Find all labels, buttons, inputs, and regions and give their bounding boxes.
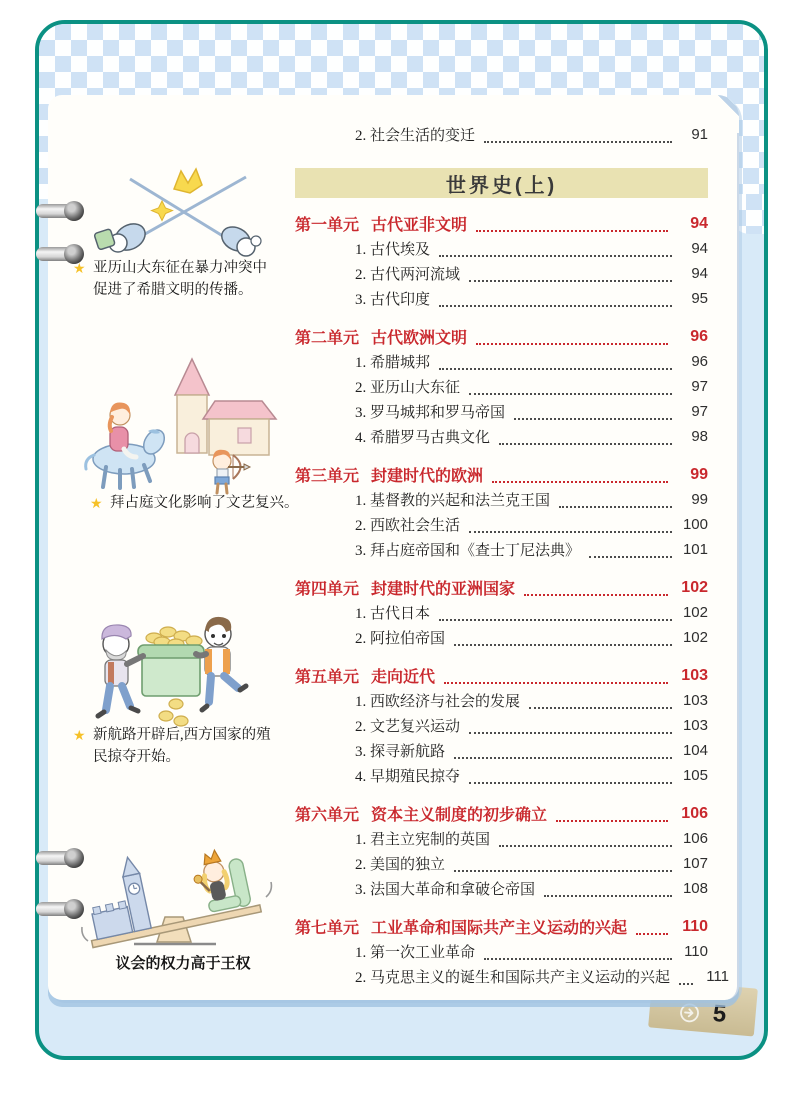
toc-item-row [295,851,708,876]
margin-note-3 [73,725,291,769]
toc-item-row [295,600,708,625]
margin-note-text: 亚历山大东征在暴力冲突中促进了希腊文明的传播。 [93,260,267,298]
toc-item-row [295,939,708,964]
toc-item-label: 3. 探寻新航路 [355,744,446,760]
dotted-leader [454,630,672,646]
toc-item-page: 107 [682,855,708,872]
toc-item-label: 1. 第一次工业革命 [355,945,476,961]
toc-item-row [295,688,708,713]
toc-item-row [295,537,708,562]
star-bullet-icon: ★ [73,729,86,744]
toc-item-label: 2. 古代两河流域 [355,267,461,283]
dotted-leader [439,605,672,621]
toc-item-label: 4. 希腊罗马古典文化 [355,430,491,446]
binder-ring [36,244,84,264]
toc-item-row [295,236,708,261]
toc-item-label: 1. 西欧经济与社会的发展 [355,694,521,710]
toc-unit-title: 古代亚非文明 [371,217,468,234]
toc-item-page: 94 [691,265,708,282]
dotted-leader [679,969,693,985]
toc-item-row [295,374,708,399]
toc-item-label: 3. 拜占庭帝国和《查士丁尼法典》 [355,543,581,559]
toc-item-row [295,424,708,449]
toc-item-row [295,122,708,147]
toc-item-label: 2. 亚历山大东征 [355,380,461,396]
margin-note-text: 拜占庭文化影响了文艺复兴。 [110,495,299,511]
margin-note-text: 新航路开辟后,西方国家的殖民掠夺开始。 [93,727,271,765]
toc-item-page: 104 [682,742,708,759]
toc-unit-row [295,914,708,939]
toc-item-row [295,625,708,650]
toc-unit-title: 古代欧洲文明 [371,330,468,347]
section-banner-title: 世界史(上) [445,174,558,197]
dotted-leader [439,291,672,307]
toc-item-page: 110 [684,943,708,960]
toc-item-page: 96 [691,353,708,370]
toc-unit-label: 第二单元 [295,330,360,347]
toc-item-row [295,713,708,738]
toc-item-page: 95 [691,290,708,307]
toc-unit-page: 110 [682,917,708,935]
dotted-leader [476,216,668,232]
toc-item-page: 105 [682,767,708,784]
toc-item-row [295,349,708,374]
toc-item-row [295,286,708,311]
toc-item-row [295,487,708,512]
toc-item-row [295,261,708,286]
toc-item-page: 100 [682,516,708,533]
toc-item-page: 94 [691,240,708,257]
toc-item-row [295,876,708,901]
star-bullet-icon: ★ [90,497,103,512]
toc-item-page: 106 [682,830,708,847]
dotted-leader [439,241,672,257]
toc-unit-label: 第三单元 [295,468,360,485]
dotted-leader [492,467,668,483]
toc-item-page: 91 [691,126,708,143]
toc-item-row [295,512,708,537]
toc-item-page: 97 [691,403,708,420]
section-banner [295,168,708,198]
toc-item-label: 2. 西欧社会生活 [355,518,461,534]
toc-unit-title: 封建时代的欧洲 [371,468,484,485]
toc-item-page: 102 [682,629,708,646]
toc-item-page: 102 [682,604,708,621]
dotted-leader [544,881,672,897]
toc-unit-title: 资本主义制度的初步确立 [371,807,548,824]
toc-item-label: 1. 君主立宪制的英国 [355,832,491,848]
toc-item-label: 2. 社会生活的变迁 [355,128,476,144]
toc-unit-page: 94 [690,214,708,232]
toc-item-label: 4. 早期殖民掠夺 [355,769,461,785]
toc-unit-page: 99 [690,465,708,483]
arrow-circle-icon [678,1001,702,1025]
binder-ring [36,848,84,868]
toc-item-row [295,964,730,989]
binder-ring [36,899,84,919]
dotted-leader [469,718,672,734]
dotted-leader [499,429,672,445]
dotted-leader [439,354,672,370]
toc-unit-row [295,575,708,600]
page-number: 5 [711,999,728,1028]
parliament-king-seesaw-illustration [76,837,274,955]
dotted-leader [469,266,672,282]
toc-item-label: 1. 基督教的兴起和法兰克王国 [355,493,551,509]
toc-item-page: 98 [691,428,708,445]
dotted-leader [454,856,672,872]
dotted-leader [454,743,672,759]
toc-unit-row [295,462,708,487]
toc-item-row [295,763,708,788]
margin-note-1 [73,258,288,302]
dotted-leader [469,379,672,395]
toc-unit-row [295,801,708,826]
margin-note-text: 议会的权力高于王权 [115,955,251,972]
toc-unit-title: 工业革命和国际共产主义运动的兴起 [371,920,628,937]
toc-item-label: 1. 古代日本 [355,606,431,622]
dotted-leader [529,693,672,709]
toc-item-label: 3. 古代印度 [355,292,431,308]
binder-ring [36,201,84,221]
dotted-leader [514,404,672,420]
dotted-leader [469,517,672,533]
toc-item-label: 2. 美国的独立 [355,857,446,873]
dotted-leader [476,329,668,345]
toc-unit-page: 96 [690,327,708,345]
toc-item-page: 103 [682,692,708,709]
margin-note-2 [90,493,300,515]
fencing-swords-illustration [88,167,278,259]
dotted-leader [484,944,672,960]
toc-unit-label: 第四单元 [295,581,360,598]
dotted-leader [484,127,672,143]
toc-item-row [295,399,708,424]
toc-item-page: 101 [682,541,708,558]
toc-item-label: 2. 文艺复兴运动 [355,719,461,735]
toc-unit-label: 第五单元 [295,669,360,686]
dotted-leader [524,580,668,596]
dotted-leader [499,831,672,847]
dotted-leader [589,542,672,558]
toc-item-label: 2. 阿拉伯帝国 [355,631,446,647]
toc-item-label: 2. 马克思主义的诞生和国际共产主义运动的兴起 [355,970,671,986]
toc-item-page: 97 [691,378,708,395]
toc-unit-page: 106 [681,804,708,822]
dotted-leader [444,668,668,684]
dotted-leader [559,492,672,508]
content-page [48,95,739,1000]
toc-unit-label: 第七单元 [295,920,360,937]
toc-item-page: 108 [682,880,708,897]
toc-item-label: 3. 罗马城邦和罗马帝国 [355,405,506,421]
toc-item-page: 103 [682,717,708,734]
toc-unit-title: 封建时代的亚洲国家 [371,581,516,598]
toc-item-row [295,826,708,851]
treasure-carriers-illustration [78,592,268,732]
toc-unit-label: 第一单元 [295,217,360,234]
toc-item-page: 111 [706,968,730,985]
toc-unit-row [295,211,708,236]
toc-item-label: 1. 古代埃及 [355,242,431,258]
dotted-leader [556,806,668,822]
toc-unit-title: 走向近代 [371,669,436,686]
toc-item-page: 99 [691,491,708,508]
dotted-leader [636,919,668,935]
margin-note-4 [83,953,283,976]
toc-unit-page: 103 [681,666,708,684]
church-horse-rider-illustration [68,355,280,495]
toc-unit-row [295,324,708,349]
star-bullet-icon: ★ [73,262,86,277]
table-of-contents [295,122,730,989]
toc-unit-label: 第六单元 [295,807,360,824]
toc-item-label: 3. 法国大革命和拿破仑帝国 [355,882,536,898]
toc-unit-page: 102 [681,578,708,596]
dotted-leader [469,768,672,784]
toc-unit-row [295,663,708,688]
toc-item-row [295,738,708,763]
toc-item-label: 1. 希腊城邦 [355,355,431,371]
